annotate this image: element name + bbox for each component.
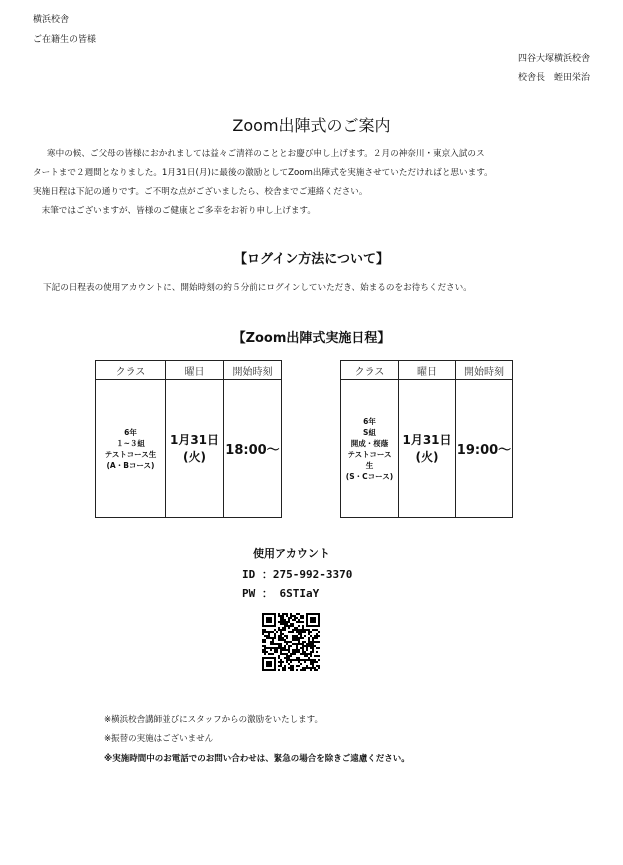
class-line: 開成・桜蔭 [350,438,389,448]
date-cell [399,380,456,518]
time-cell [456,380,513,518]
class-cell [341,380,399,518]
start-time: 19:00～ [456,443,512,458]
qr-code-icon[interactable] [262,613,320,671]
class-line: 6年 [124,427,137,437]
account-id: ID ：275-992-3370 [242,568,353,581]
class-line: テストコース生 [104,449,157,459]
class-line: 生 [365,460,374,470]
column-header-class: クラス [96,361,166,380]
class-line: S組 [363,427,376,437]
class-line: テストコース [347,449,392,459]
schedule-table-1 [95,360,282,518]
column-header-class: クラス [341,361,399,380]
schedule-table-2 [340,360,513,518]
date-line: 1月31日 [169,432,220,447]
intro-line: 寒中の候、ご父母の皆様におかれましては益々ご清祥のこととお慶び申し上げます。２月の神奈川・東京入試のス [47,149,485,159]
sender-name: 校舎長 蛭田栄治 [517,73,590,83]
column-header-start-time: 開始時刻 [456,361,513,380]
account-title: 使用アカウント [253,547,330,560]
weekday-line: (火) [183,449,206,464]
class-line: (A・Bコース) [106,460,155,470]
login-text: 下記の日程表の使用アカウントに、開始時刻の約５分前にログインしていただき、始まるのをお待ちください。 [43,283,472,293]
class-line: １~３組 [116,438,145,448]
intro-line: 末筆ではございますが、皆様のご健康とご多幸をお祈り申し上げます。 [33,206,316,216]
date-cell [166,380,224,518]
sender-org: 四谷大塚横浜校舎 [517,54,590,64]
school-name: 横浜校舎 [33,15,70,25]
page-title: Zoom出陣式のご案内 [232,116,391,135]
addressee: ご在籍生の皆様 [33,35,97,45]
intro-line: 実施日程は下記の通りです。ご不明な点がございましたら、校舎までご連絡ください。 [33,187,368,197]
intro-line: タートまで２週間となりました。1月31日(月)に最後の激励としてZoom出陣式を実施させていただければと思います。 [33,168,493,178]
class-line: 6年 [363,416,376,426]
class-cell [96,380,166,518]
date-line: 1月31日 [402,432,452,447]
time-cell [224,380,282,518]
login-heading: 【ログイン方法について】 [233,252,390,267]
note-line: ※振替の実施はございません [104,734,214,744]
note-line: ※実施時間中のお電話でのお問い合わせは、緊急の場合を除きご遠慮ください。 [104,754,410,764]
column-header-day: 曜日 [399,361,456,380]
column-header-day: 曜日 [166,361,224,380]
schedule-heading: 【Zoom出陣式実施日程】 [232,331,391,346]
column-header-start-time: 開始時刻 [224,361,282,380]
weekday-line: (火) [415,449,439,464]
class-line: (S・Cコース) [345,471,394,481]
start-time: 18:00～ [225,443,280,458]
note-line: ※横浜校舎講師並びにスタッフからの激励をいたします。 [104,715,323,725]
account-password: PW ： 6STIaY [242,587,320,600]
